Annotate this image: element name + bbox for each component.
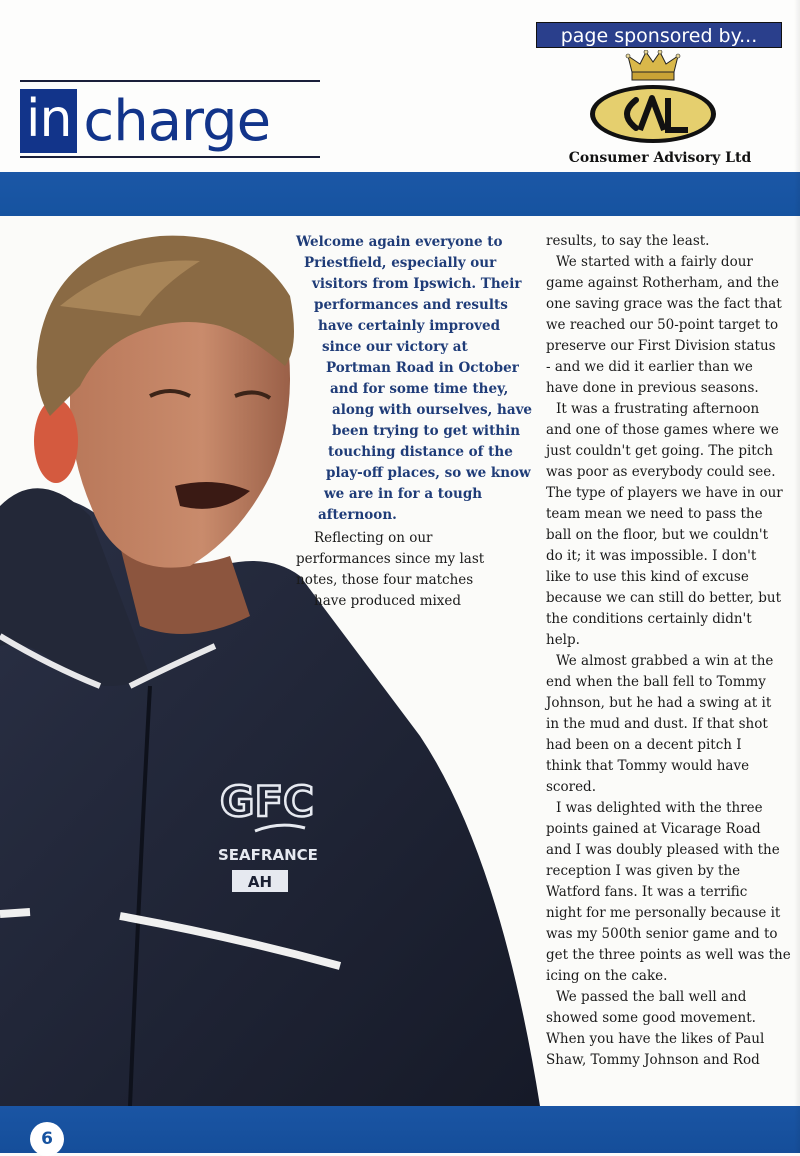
- column-2-line: ball on the floor, but we couldn't: [546, 527, 769, 543]
- intro-line: since our victory at: [322, 339, 468, 355]
- header-band: [0, 172, 800, 216]
- sponsor-logo: [588, 50, 718, 146]
- column-2-line: team mean we need to pass the: [546, 506, 763, 522]
- column-2-line: preserve our First Division status: [546, 338, 776, 354]
- title-bottom-rule: [20, 156, 320, 158]
- sponsor-name: Consumer Advisory Ltd: [568, 150, 752, 166]
- scan-edge: [794, 0, 800, 1153]
- column-2-line: end when the ball fell to Tommy: [546, 674, 766, 690]
- intro-line: been trying to get within: [332, 423, 521, 439]
- column-2-line: - and we did it earlier than we: [546, 359, 753, 375]
- column-2-line: just couldn't get going. The pitch: [546, 443, 773, 459]
- intro-line: Priestfield, especially our: [304, 255, 497, 271]
- column-2-line: one saving grace was the fact that: [546, 296, 782, 312]
- column-2-line: Johnson, but he had a swing at it: [546, 695, 772, 711]
- title-in: in: [20, 89, 77, 153]
- column-2-line: like to use this kind of excuse: [546, 569, 749, 585]
- column-1-line: performances since my last: [296, 551, 485, 567]
- column-2-line: icing on the cake.: [546, 968, 668, 984]
- column-2-line: have done in previous seasons.: [546, 380, 759, 396]
- jacket-sponsor: SEAFRANCE: [218, 846, 318, 864]
- column-2-line: help.: [546, 632, 580, 648]
- column-2-line: We started with a fairly dour: [556, 254, 753, 270]
- intro-line: Portman Road in October: [326, 360, 519, 376]
- column-2-line: It was a frustrating afternoon: [556, 401, 760, 417]
- column-2-line: and I was doubly pleased with the: [546, 842, 780, 858]
- intro-line: along with ourselves, have: [332, 402, 533, 418]
- footer-band: [0, 1106, 800, 1153]
- column-2-line: reception I was given by the: [546, 863, 741, 879]
- column-1-line: Reflecting on our: [314, 530, 433, 546]
- column-2-line: was poor as everybody could see.: [546, 464, 776, 480]
- intro-line: performances and results: [314, 297, 508, 313]
- article-column-2: [546, 231, 791, 1071]
- column-2-line: points gained at Vicarage Road: [546, 821, 761, 837]
- article-intro: [296, 232, 533, 526]
- column-2-line: Watford fans. It was a terrific: [546, 884, 748, 900]
- column-2-line: We almost grabbed a win at the: [556, 653, 774, 669]
- intro-line: play-off places, so we know: [326, 465, 531, 481]
- article-column-1: [296, 528, 530, 612]
- intro-line: visitors from Ipswich. Their: [312, 276, 522, 292]
- intro-line: Welcome again everyone to: [296, 234, 503, 250]
- intro-line: touching distance of the: [328, 444, 513, 460]
- page-number: 6: [30, 1122, 64, 1156]
- column-2-line: scored.: [546, 779, 596, 795]
- crown-icon: [626, 50, 680, 80]
- column-2-line: I was delighted with the three: [556, 800, 763, 816]
- column-2-line: because we can still do better, but: [546, 590, 782, 606]
- intro-line: have certainly improved: [318, 318, 501, 334]
- column-2-line: we reached our 50-point target to: [546, 317, 779, 333]
- jacket-initials: AH: [247, 873, 273, 891]
- intro-line: and for some time they,: [330, 381, 509, 397]
- column-2-line: think that Tommy would have: [546, 758, 750, 774]
- column-2-line: had been on a decent pitch I: [546, 737, 742, 753]
- column-2-line: get the three points as well was the: [546, 947, 791, 963]
- column-2-line: the conditions certainly didn't: [546, 611, 752, 627]
- title-top-rule: [20, 80, 320, 82]
- column-2-line: When you have the likes of Paul: [546, 1031, 765, 1047]
- title-charge: charge: [83, 88, 271, 154]
- column-2-line: in the mud and dust. If that shot: [546, 716, 768, 732]
- column-2-line: The type of players we have in our: [546, 485, 783, 501]
- column-2-line: night for me personally because it: [546, 905, 781, 921]
- intro-line: we are in for a tough: [324, 486, 483, 502]
- column-1-line: notes, those four matches: [296, 572, 474, 588]
- column-2-line: was my 500th senior game and to: [546, 926, 778, 942]
- column-2-line: Shaw, Tommy Johnson and Rod: [546, 1052, 760, 1068]
- column-1-line: have produced mixed: [314, 593, 462, 609]
- jacket-logo: GFC: [220, 777, 314, 826]
- column-2-line: game against Rotherham, and the: [546, 275, 779, 291]
- column-2-line: and one of those games where we: [546, 422, 779, 438]
- column-2-line: We passed the ball well and: [556, 989, 747, 1005]
- column-2-line: do it; it was impossible. I don't: [546, 548, 757, 564]
- column-2-line: results, to say the least.: [546, 233, 710, 249]
- column-2-line: showed some good movement.: [546, 1010, 756, 1026]
- logo-text: CAL: [653, 145, 656, 146]
- intro-line: afternoon.: [318, 507, 397, 523]
- sponsor-label: page sponsored by...: [536, 22, 782, 48]
- page-title: [20, 89, 270, 153]
